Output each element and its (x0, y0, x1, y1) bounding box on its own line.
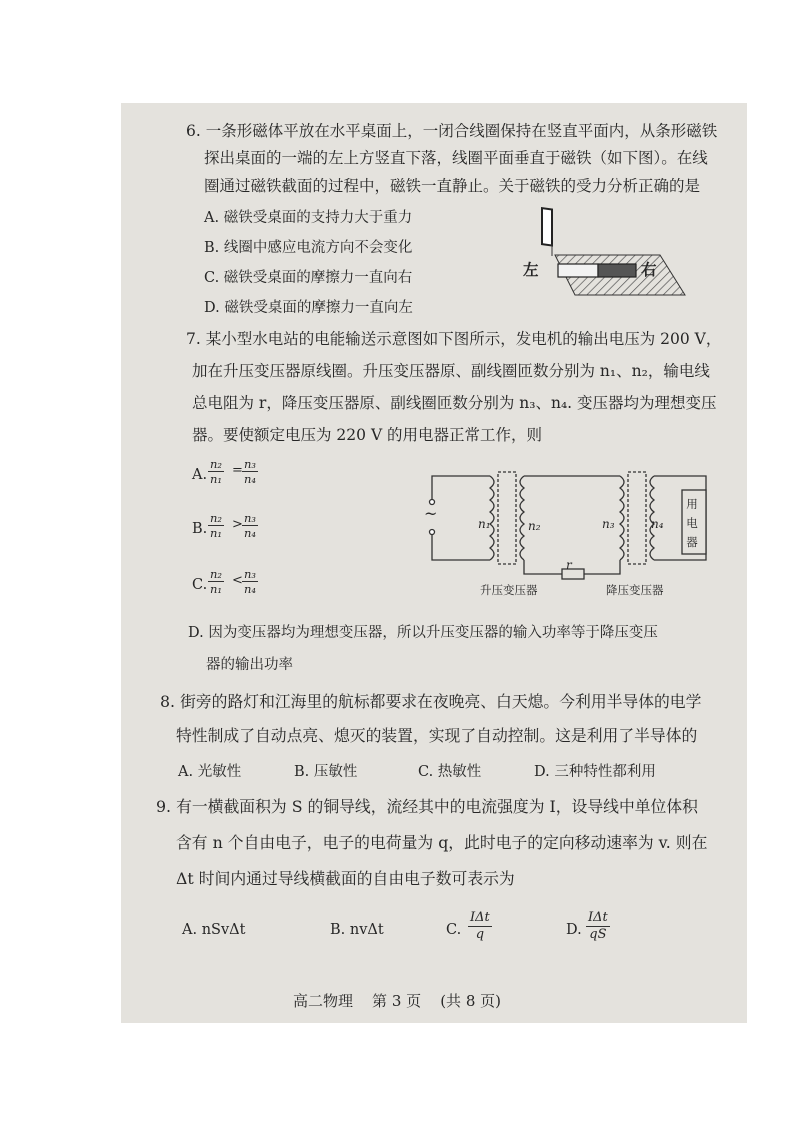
q6-line2: 探出桌面的一端的左上方竖直下落，线圈平面垂直于磁铁（如下图）。在线 (204, 149, 708, 167)
magnet-figure (520, 200, 695, 300)
q9-option-a: A. nSvΔt (182, 922, 246, 938)
q6-line3: 圈通过磁铁截面的过程中，磁铁一直静止。关于磁铁的受力分析正确的是 (204, 177, 701, 195)
q7-line4: 器。要使额定电压为 220 V 的用电器正常工作，则 (192, 426, 543, 444)
q7-option-b-relation: > (232, 517, 243, 532)
q7-option-b-frac1: $\frac{\text{n₂}}{\text{n₁}}$ (210, 511, 223, 540)
q6-option-c: C. 磁铁受桌面的摩擦力一直向右 (204, 270, 413, 286)
coil (542, 208, 552, 245)
generator-symbol: ~ (424, 504, 438, 523)
q8-option-d: D. 三种特性都利用 (534, 764, 656, 780)
bar-magnet-s (598, 264, 636, 277)
q7-option-c-relation: < (232, 573, 243, 588)
q9-line2: 含有 n 个自由电子，电子的电荷量为 q，此时电子的定向移动速率为 v. 则在 (176, 833, 708, 852)
step-up-transformer-label: 升压变压器 (480, 583, 538, 597)
q6-line1: 6. 一条形磁体平放在水平桌面上，一闭合线圈保持在竖直平面内，从条形磁铁 (186, 122, 718, 140)
q8-option-b: B. 压敏性 (294, 764, 358, 780)
fig-left-label: 左 (523, 261, 539, 279)
fig-right-label: 右 (641, 261, 657, 279)
q8-line2: 特性制成了自动点亮、熄灭的装置，实现了自动控制。这是利用了半导体的 (176, 726, 698, 745)
q8-option-a: A. 光敏性 (178, 764, 242, 780)
q8-option-c: C. 热敏性 (418, 764, 482, 780)
q7-option-c-frac2: $\frac{\text{n₃}}{\text{n₄}}$ (244, 567, 257, 596)
q7-option-a-frac1: $\frac{\text{n₂}}{\text{n₁}}$ (210, 457, 223, 486)
q9-line3: Δt 时间内通过导线横截面的自由电子数可表示为 (176, 869, 515, 888)
q9-option-d-label: D. (566, 922, 582, 938)
coil-n4-label: n₄ (651, 517, 664, 531)
q9-option-d-fraction: IΔt qS (588, 910, 608, 942)
coil-n1-label: n₁ (478, 517, 491, 531)
q9-option-b: B. nvΔt (330, 922, 384, 938)
page-footer: 高二物理 第 3 页 (共 8 页) (292, 992, 501, 1010)
q7-option-d-line2: 器的输出功率 (206, 657, 293, 673)
step-down-transformer-label: 降压变压器 (606, 583, 664, 597)
q7-option-a-frac2: $\frac{\text{n₃}}{\text{n₄}}$ (244, 457, 257, 486)
q7-line3: 总电阻为 r，降压变压器原、副线圈匝数分别为 n₃、n₄. 变压器均为理想变压 (192, 394, 717, 412)
q7-option-c-frac1: $\frac{\text{n₂}}{\text{n₁}}$ (210, 567, 223, 596)
power-transmission-circuit (420, 462, 716, 602)
q6-option-b: B. 线圈中感应电流方向不会变化 (204, 240, 413, 256)
q9-line1: 9. 有一横截面积为 S 的铜导线，流经其中的电流强度为 I，设导线中单位体积 (156, 797, 698, 816)
q7-option-a-label: A. (192, 467, 208, 483)
resistor-r-label: r (566, 558, 572, 572)
q7-option-b-label: B. (192, 521, 208, 537)
q7-option-a-relation: = (232, 463, 243, 478)
q7-option-c-label: C. (192, 577, 208, 593)
q8-line1: 8. 街旁的路灯和江海里的航标都要求在夜晚亮、白天熄。今利用半导体的电学 (160, 692, 702, 711)
q7-line1: 7. 某小型水电站的电能输送示意图如下图所示，发电机的输出电压为 200 V， (186, 330, 722, 348)
q7-line2: 加在升压变压器原线圈。升压变压器原、副线圈匝数分别为 n₁、n₂，输电线 (192, 362, 710, 380)
bar-magnet-n (558, 264, 598, 277)
load-appliance-label: 用电器 (686, 497, 698, 549)
q6-option-d: D. 磁铁受桌面的摩擦力一直向左 (204, 300, 413, 316)
q6-option-a: A. 磁铁受桌面的支持力大于重力 (204, 210, 413, 226)
coil-n3-label: n₃ (602, 517, 615, 531)
q9-option-c-label: C. (446, 922, 462, 938)
q7-option-b-frac2: $\frac{\text{n₃}}{\text{n₄}}$ (244, 511, 257, 540)
q7-option-d-line1: D. 因为变压器均为理想变压器，所以升压变压器的输入功率等于降压变压 (188, 625, 658, 641)
coil-n2-label: n₂ (528, 519, 541, 533)
q9-option-c-fraction: IΔt q (470, 910, 490, 942)
